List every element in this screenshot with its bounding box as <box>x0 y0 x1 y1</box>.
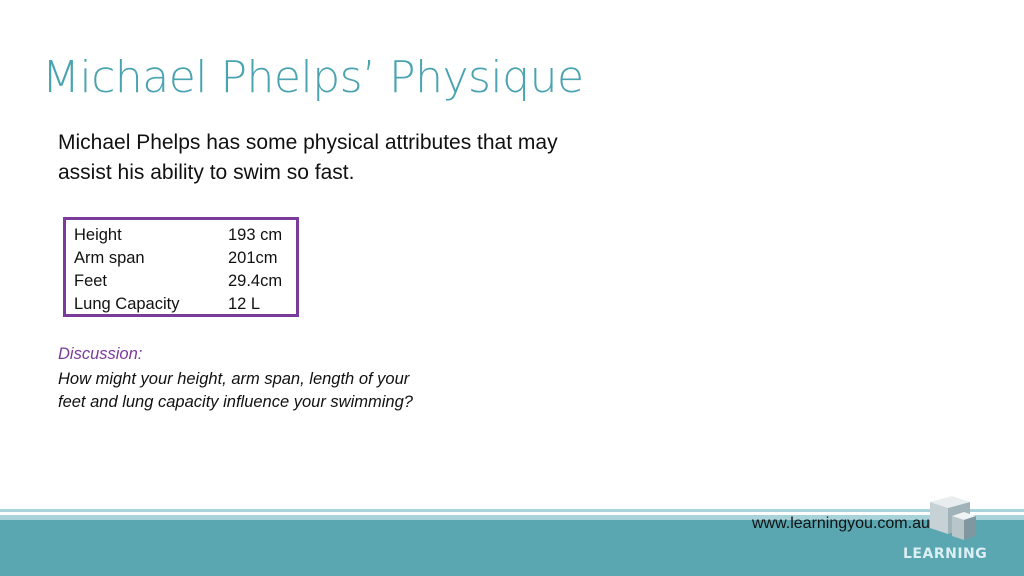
discussion-text: How might your height, arm span, length of your feet and lung capacity influence your swimming? <box>58 370 413 411</box>
stat-label: Height <box>74 226 122 244</box>
stat-value: 12 L <box>228 295 261 313</box>
logo-wordmark: LEARNING <box>903 546 988 562</box>
stats-box <box>63 217 299 317</box>
stat-label: Arm span <box>74 249 145 267</box>
stat-value: 201cm <box>228 249 278 267</box>
stat-label: Lung Capacity <box>74 295 180 313</box>
website-link[interactable]: www.learningyou.com.au <box>752 515 930 532</box>
stat-value: 193 cm <box>228 226 283 244</box>
stat-value: 29.4cm <box>228 272 283 290</box>
footer-divider-light <box>0 509 1024 512</box>
slide-title: Michael Phelps’ Physique <box>42 52 584 103</box>
stat-label: Feet <box>74 272 108 290</box>
stacked-cubes-logo-icon <box>900 494 990 574</box>
intro-text: Michael Phelps has some physical attributes that may assist his ability to swim so fast. <box>58 131 558 184</box>
discussion-label: Discussion: <box>58 345 143 363</box>
